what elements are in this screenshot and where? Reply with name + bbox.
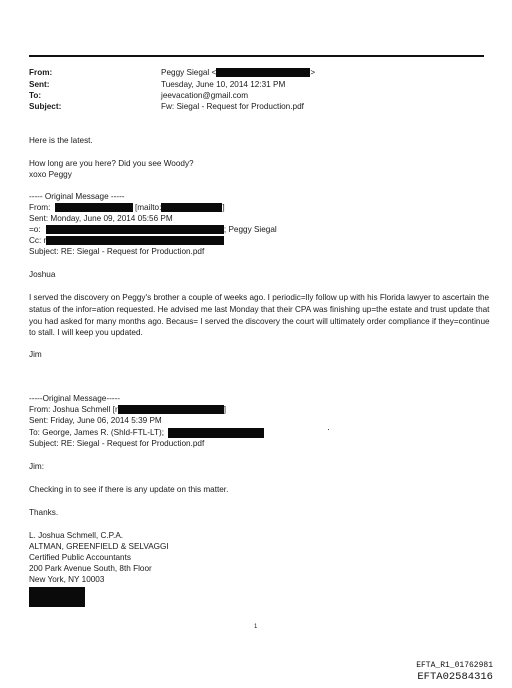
original-cc-label: Cc: r — [29, 236, 47, 245]
mailto-text: [mailto: — [134, 203, 162, 212]
to-label: To: — [29, 91, 42, 100]
redaction-block — [118, 405, 227, 414]
original-from-close: ] — [223, 405, 227, 414]
redaction-block — [29, 587, 85, 607]
salutation: Joshua — [29, 270, 56, 279]
original-to-label: =o: — [29, 225, 41, 234]
signature-address: 200 Park Avenue South, 8th Floor — [29, 564, 152, 573]
original-sent: Sent: Monday, June 09, 2014 05:56 PM — [29, 214, 173, 223]
signature-address: New York, NY 10003 — [29, 575, 105, 584]
signature-redaction — [29, 587, 85, 607]
original-to — [29, 428, 264, 438]
from-close: > — [310, 68, 316, 77]
redaction-block — [168, 428, 264, 438]
original-cc — [29, 236, 224, 246]
from-name: Peggy Siegal < — [161, 68, 217, 77]
subject-value: Fw: Siegal - Request for Production.pdf — [161, 102, 304, 111]
original-message-separator: -----Original Message----- — [29, 394, 120, 403]
original-to-text: To: George, James R. (Shld-FTL-LT); — [29, 428, 164, 438]
footer-bates-id: EFTA02584316 — [417, 671, 493, 683]
to-value[interactable]: jeevacation@gmail.com — [161, 91, 249, 100]
signature-name: L. Joshua Schmell, C.P.A. — [29, 531, 124, 540]
signature-title: Certified Public Accountants — [29, 553, 131, 562]
original-sent: Sent: Friday, June 06, 2014 5:39 PM — [29, 416, 162, 425]
thanks-line: Thanks. — [29, 508, 59, 517]
salutation: Jim: — [29, 462, 45, 471]
message-body: Checking in to see if there is any update on this matter. — [29, 485, 229, 494]
sent-label: Sent: — [29, 80, 50, 89]
original-from-text: From: Joshua Schmell [r — [29, 405, 118, 414]
mailto-close: ] — [222, 203, 225, 212]
original-from-label: From: — [29, 203, 51, 212]
original-subject: Subject: RE: Siegal - Request for Production.pdf — [29, 247, 205, 256]
original-message-separator: ----- Original Message ----- — [29, 192, 125, 201]
original-from — [29, 203, 225, 213]
redaction-block — [46, 236, 224, 245]
from-value — [161, 68, 315, 78]
original-to — [29, 225, 277, 235]
message-line: Here is the latest. — [29, 136, 93, 145]
redaction-block — [216, 68, 310, 77]
stray-mark: · — [327, 424, 330, 434]
redaction-block — [55, 203, 133, 212]
message-line: How long are you here? Did you see Woody? — [29, 159, 194, 168]
original-subject: Subject: RE: Siegal - Request for Production.pdf — [29, 439, 205, 448]
signature-firm: ALTMAN, GREENFIELD & SELVAGGI — [29, 542, 169, 551]
subject-label: Subject: — [29, 102, 62, 111]
message-body: I served the discovery on Peggy's brother a couple of weeks ago. I periodic=lly follow up with his Florida lawyer to ascertain the status of the infor=ation requested. He advised me last Monday that their CPA was finishing up=the estate and trust update that you had asked for many months ago. Becaus= I served the discovery the court will ultimately order compliance if they=continue to stall. I will keep you updated. — [29, 293, 490, 338]
original-to-suffix: ; Peggy Siegal — [223, 225, 277, 234]
from-label: From: — [29, 68, 53, 77]
signoff: Jim — [29, 350, 42, 359]
header-rule — [29, 55, 484, 57]
original-from — [29, 405, 226, 415]
redaction-block — [46, 225, 224, 234]
footer-bates-id: EFTA_R1_01762981 — [416, 661, 493, 670]
message-line: xoxo Peggy — [29, 170, 72, 179]
sent-value: Tuesday, June 10, 2014 12:31 PM — [161, 80, 286, 89]
page-number: 1 — [254, 624, 258, 630]
redaction-block — [161, 203, 225, 212]
